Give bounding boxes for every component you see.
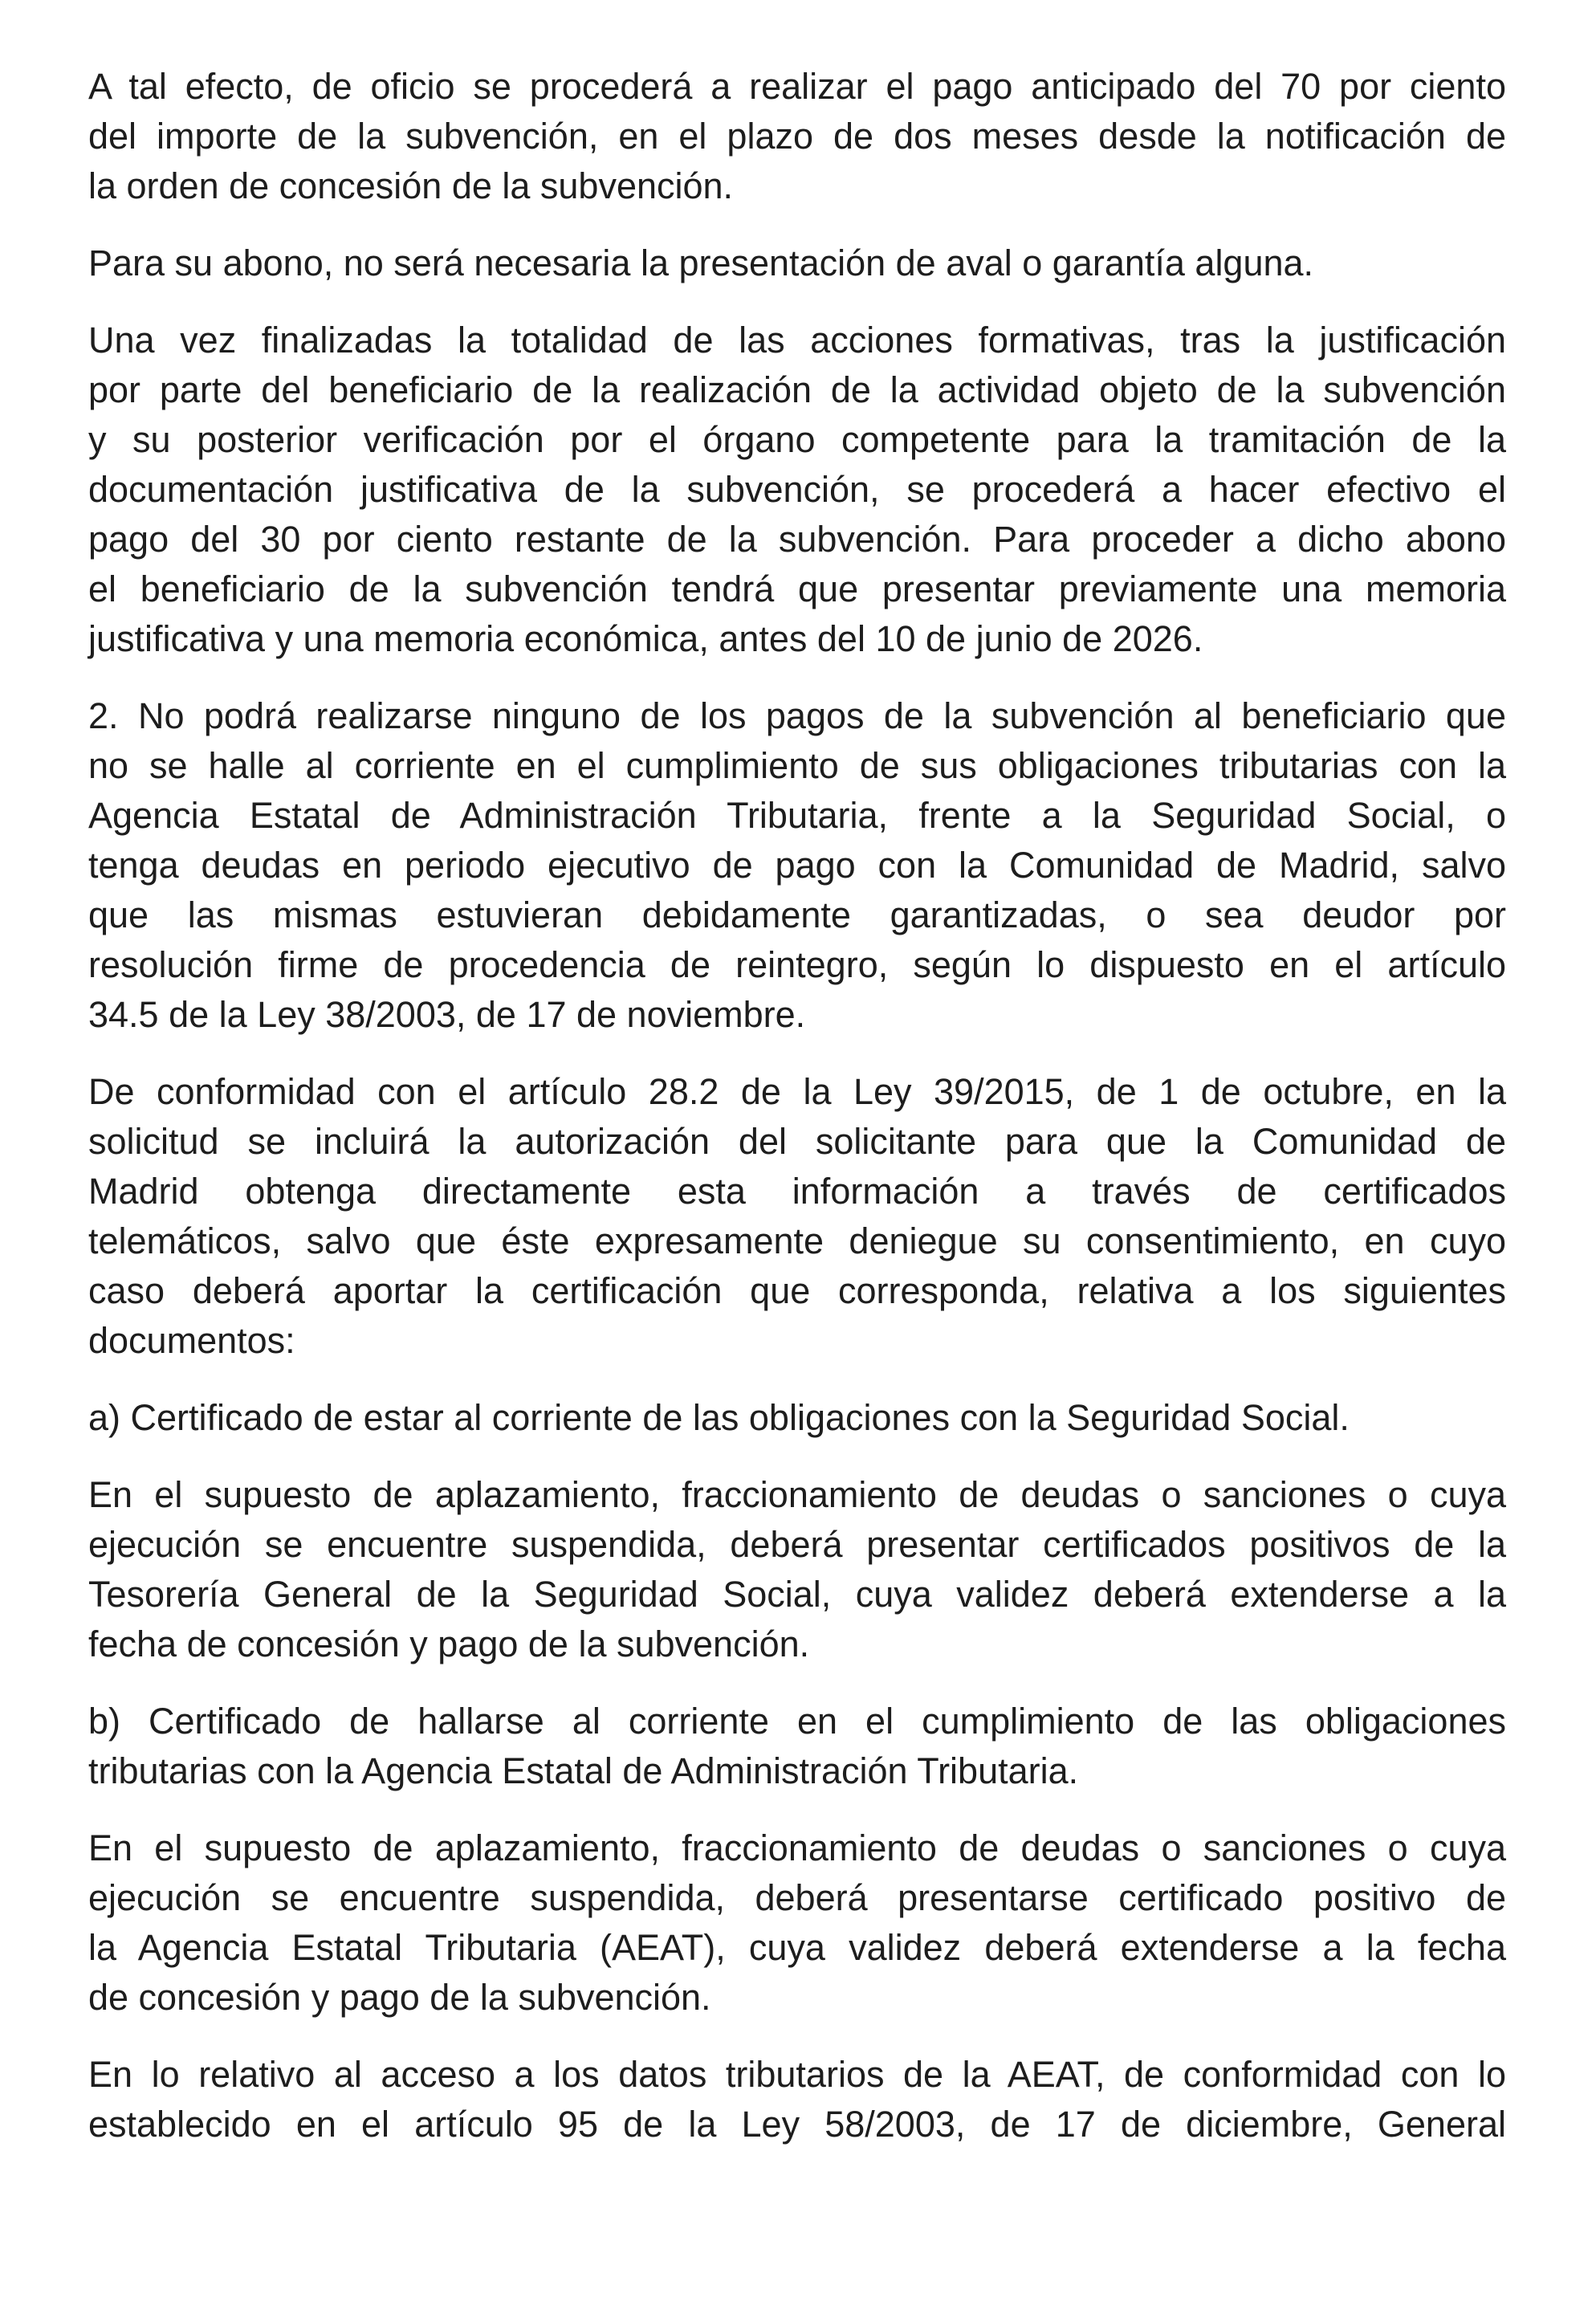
paragraph — [88, 62, 1506, 211]
text-line: el beneficiario de la subvención tendrá que presentar previamente una memoria — [88, 568, 1506, 609]
paragraph — [88, 691, 1506, 1040]
text-line: Para su abono, no será necesaria la presentación de aval o garantía alguna. — [88, 242, 1314, 283]
paragraph — [88, 1697, 1506, 1796]
paragraph — [88, 316, 1506, 664]
paragraph — [88, 1393, 1506, 1443]
paragraph — [88, 2050, 1506, 2149]
text-line: justificativa y una memoria económica, antes del 10 de junio de 2026. — [88, 618, 1203, 659]
text-line: documentación justificativa de la subvención, se procederá a hacer efectivo el — [88, 469, 1506, 510]
text-line: a) Certificado de estar al corriente de las obligaciones con la Seguridad Social. — [88, 1397, 1350, 1438]
document-text — [88, 62, 1506, 2177]
text-line: pago del 30 por ciento restante de la subvención. Para proceder a dicho abono — [88, 519, 1506, 560]
paragraph — [88, 1067, 1506, 1366]
text-line: ejecución se encuentre suspendida, deberá presentar certificados positivos de la — [88, 1524, 1506, 1565]
text-line: tributarias con la Agencia Estatal de Administración Tributaria. — [88, 1750, 1079, 1791]
text-line: por parte del beneficiario de la realización de la actividad objeto de la subvención — [88, 369, 1506, 410]
text-line: establecido en el artículo 95 de la Ley 58/2003, de 17 de diciembre, General — [88, 2104, 1506, 2145]
text-line: tenga deudas en periodo ejecutivo de pago con la Comunidad de Madrid, salvo — [88, 845, 1506, 886]
text-line: ejecución se encuentre suspendida, deberá presentarse certificado positivo de — [88, 1877, 1506, 1918]
text-line: caso deberá aportar la certificación que corresponda, relativa a los siguientes — [88, 1270, 1506, 1311]
text-line: En el supuesto de aplazamiento, fraccionamiento de deudas o sanciones o cuya — [88, 1827, 1506, 1868]
paragraph — [88, 1470, 1506, 1669]
text-line: solicitud se incluirá la autorización del solicitante para que la Comunidad de — [88, 1121, 1506, 1162]
text-line: no se halle al corriente en el cumplimiento de sus obligaciones tributarias con la — [88, 745, 1506, 786]
text-line: fecha de concesión y pago de la subvención. — [88, 1624, 810, 1664]
text-line: Agencia Estatal de Administración Tributaria, frente a la Seguridad Social, o — [88, 795, 1506, 836]
text-line: telemáticos, salvo que éste expresamente deniegue su consentimiento, en cuyo — [88, 1220, 1506, 1261]
text-line: del importe de la subvención, en el plazo de dos meses desde la notificación de — [88, 116, 1506, 157]
text-line: En el supuesto de aplazamiento, fraccionamiento de deudas o sanciones o cuya — [88, 1474, 1506, 1515]
text-line: la Agencia Estatal Tributaria (AEAT), cuya validez deberá extenderse a la fecha — [88, 1927, 1506, 1968]
text-line: que las mismas estuvieran debidamente garantizadas, o sea deudor por — [88, 894, 1506, 935]
paragraph — [88, 238, 1506, 288]
text-line: Una vez finalizadas la totalidad de las acciones formativas, tras la justificación — [88, 320, 1506, 361]
text-line: b) Certificado de hallarse al corriente en el cumplimiento de las obligaciones — [88, 1701, 1506, 1742]
text-line: de concesión y pago de la subvención. — [88, 1977, 711, 2018]
text-line: Madrid obtenga directamente esta información a través de certificados — [88, 1171, 1506, 1212]
paragraph — [88, 1823, 1506, 2023]
text-line: la orden de concesión de la subvención. — [88, 165, 734, 206]
text-line: En lo relativo al acceso a los datos tributarios de la AEAT, de conformidad con lo — [88, 2054, 1506, 2095]
text-line: De conformidad con el artículo 28.2 de la Ley 39/2015, de 1 de octubre, en la — [88, 1071, 1506, 1112]
text-line: Tesorería General de la Seguridad Social, cuya validez deberá extenderse a la — [88, 1574, 1506, 1615]
text-line: 34.5 de la Ley 38/2003, de 17 de noviembre. — [88, 994, 806, 1035]
text-line: 2. No podrá realizarse ninguno de los pagos de la subvención al beneficiario que — [88, 695, 1506, 736]
text-line: A tal efecto, de oficio se procederá a realizar el pago anticipado del 70 por ciento — [88, 66, 1506, 107]
text-line: y su posterior verificación por el órgano competente para la tramitación de la — [88, 419, 1506, 460]
text-line: resolución firme de procedencia de reintegro, según lo dispuesto en el artículo — [88, 944, 1506, 985]
text-line: documentos: — [88, 1320, 295, 1361]
